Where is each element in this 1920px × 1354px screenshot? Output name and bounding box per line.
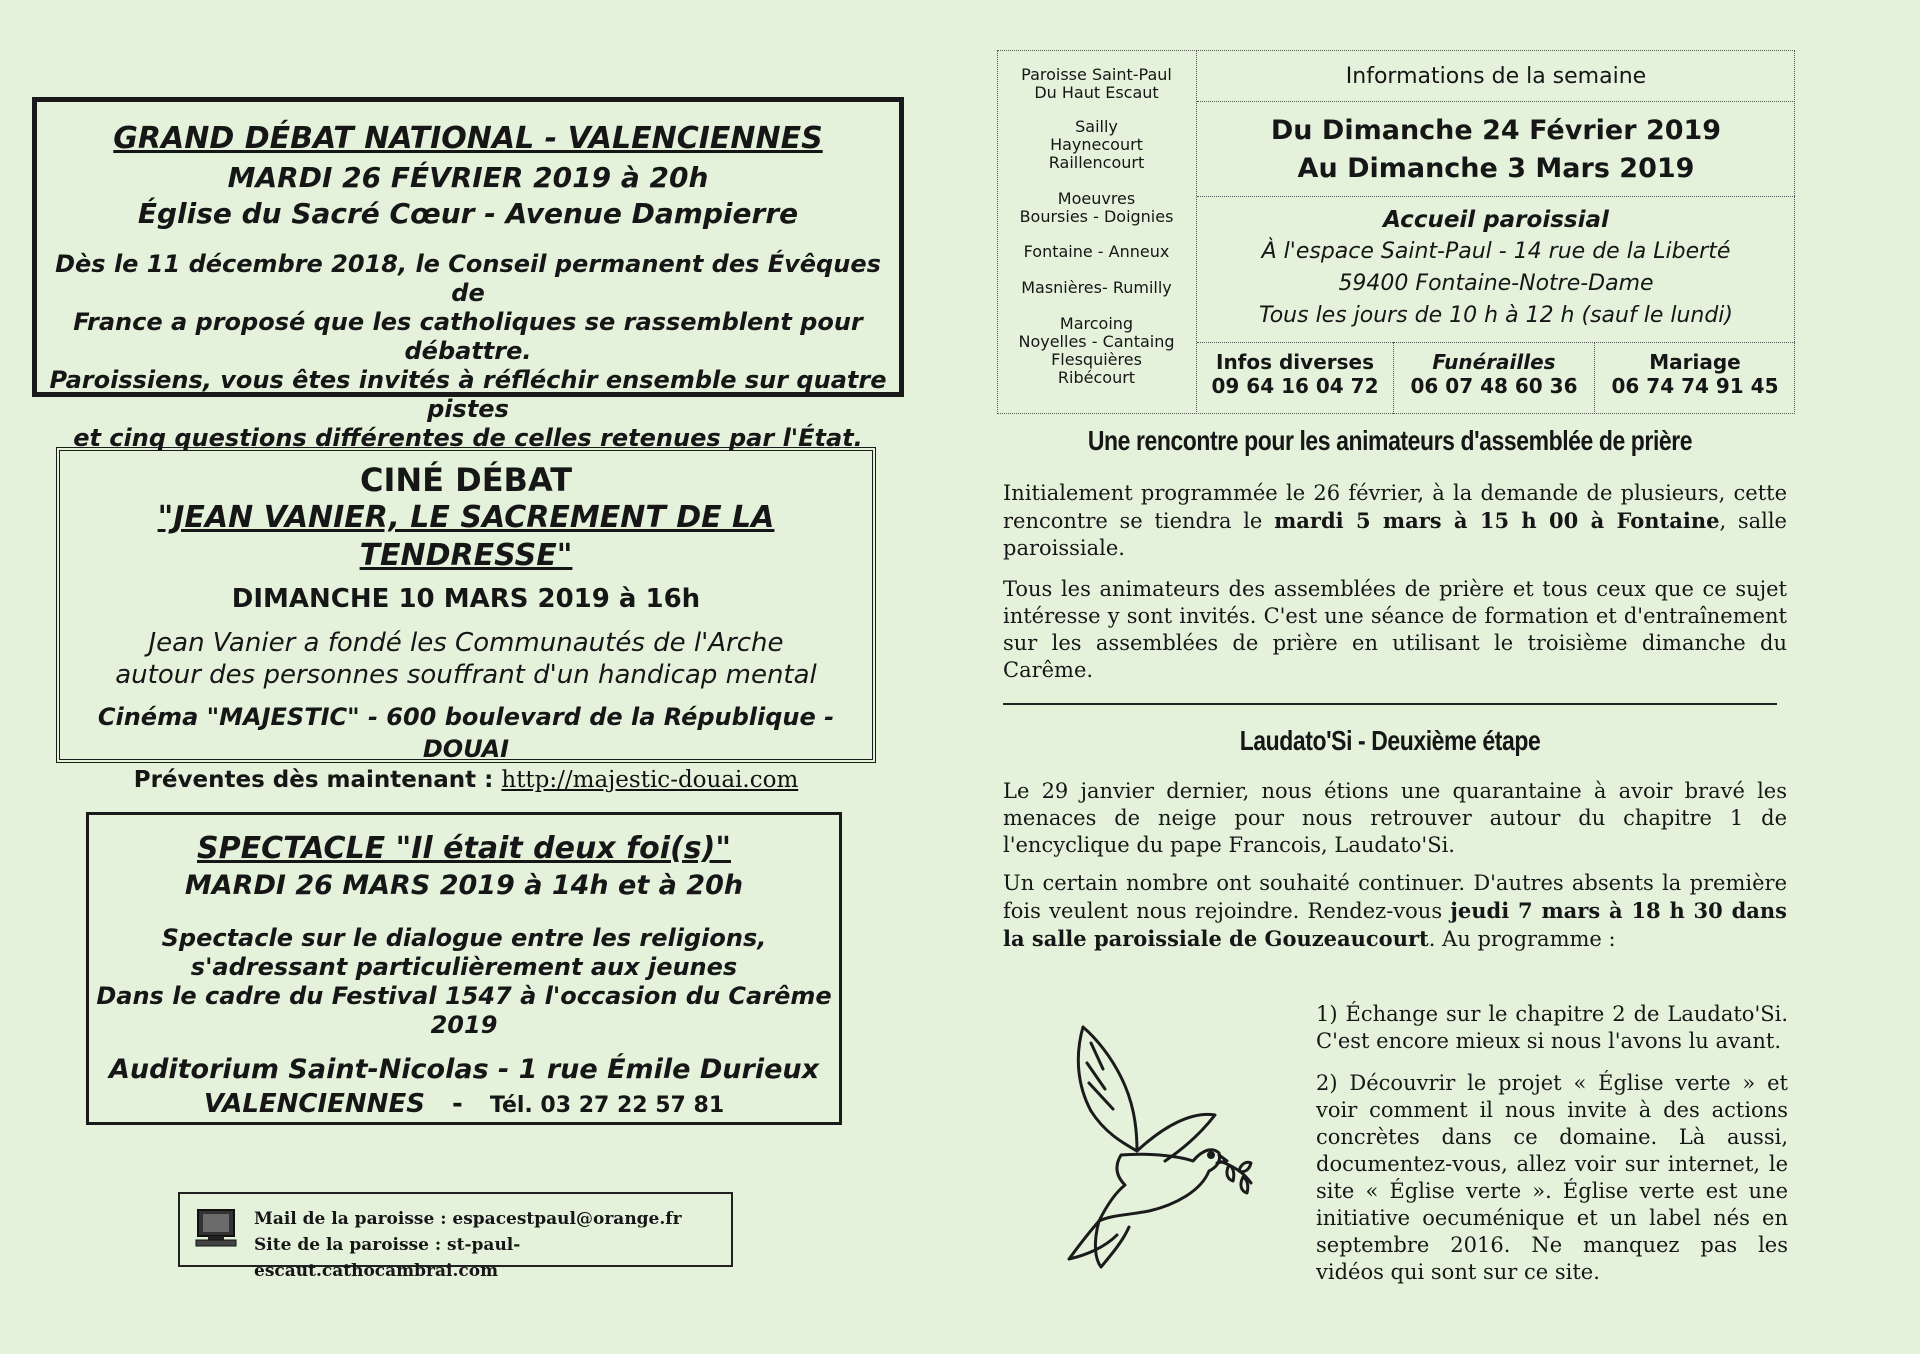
parish-site[interactable]: Site de la paroisse : st-paul-escaut.cathocambrai.com — [254, 1235, 521, 1281]
spectacle-venue: Auditorium Saint-Nicolas - 1 rue Émile Durieux — [108, 1054, 820, 1085]
table-divider — [1197, 101, 1795, 102]
contact-mariage — [1595, 350, 1795, 398]
grand-debat-text-line: France a proposé que les catholiques se rassemblent pour débattre. — [73, 308, 863, 365]
cine-debat-title: CINÉ DÉBAT — [359, 461, 573, 499]
contact-funerailles — [1394, 350, 1594, 398]
laudato-item-2: 2) Découvrir le projet « Église verte » et voir comment il nous invite à des actions concrètes dans ce domaine. Là aussi, documentez-vous, allez voir sur internet, le site « Église verte ». Église verte est une initiative oecuménique et un label nés en septembre 2016. Ne manquez pas les vidéos qui sont sur ce site. — [1316, 1071, 1788, 1284]
contact-label: Infos diverses — [1216, 350, 1374, 374]
spectacle-city: VALENCIENNES — [203, 1089, 425, 1119]
laudato-item-1: 1) Échange sur le chapitre 2 de Laudato'Si. C'est encore mieux si nous l'avons lu avant. — [1316, 1002, 1788, 1053]
cine-debat-box — [56, 447, 876, 793]
village-name: Ribécourt — [1057, 368, 1136, 387]
parish-column — [997, 50, 1197, 414]
section-divider — [1003, 703, 1777, 705]
spectacle-desc-line: Spectacle sur le dialogue entre les religions, — [161, 924, 767, 952]
cine-debat-desc-line: autour des personnes souffrant d'un handicap mental — [115, 660, 817, 690]
village-name: Raillencourt — [1048, 153, 1145, 172]
spectacle-dash: - — [452, 1089, 463, 1119]
grand-debat-text-line: Dès le 11 décembre 2018, le Conseil permanent des Évêques de — [55, 250, 881, 307]
laudato-p2-c: . Au programme : — [1428, 927, 1616, 951]
spectacle-phone: Tél. 03 27 22 57 81 — [489, 1093, 725, 1118]
spectacle-title: SPECTACLE "Il était deux foi(s)" — [197, 831, 731, 866]
spectacle-box — [86, 812, 842, 1125]
village-name: Sailly — [1075, 117, 1118, 136]
table-divider — [1197, 196, 1795, 197]
cine-debat-cinema: Cinéma "MAJESTIC" - 600 boulevard de la République - DOUAI — [97, 703, 835, 763]
spectacle-date: MARDI 26 MARS 2019 à 14h et à 20h — [184, 870, 744, 901]
contact-box — [178, 1192, 733, 1281]
laudato-p2 — [1003, 870, 1787, 953]
laudato-p2-a: Un certain nombre ont souhaité continuer. D'autres absents la première fois veulent nous rejoindre. Rendez-vous — [1003, 871, 1787, 923]
laudato-heading — [990, 725, 1790, 757]
dove-icon — [1025, 1015, 1255, 1270]
contact-infos — [1197, 350, 1393, 398]
contact-number: 06 74 74 91 45 — [1611, 374, 1779, 398]
spectacle-desc-line: s'adressant particulièrement aux jeunes — [190, 953, 738, 981]
spectacle-desc-line: Dans le cadre du Festival 1547 à l'occasion du Carême 2019 — [96, 982, 832, 1039]
village-name: Masnières- Rumilly — [1021, 278, 1172, 297]
village-name: Marcoing — [1059, 314, 1134, 333]
contact-label: Funérailles — [1432, 350, 1556, 374]
accueil-line: 59400 Fontaine-Notre-Dame — [1338, 271, 1654, 296]
accueil-line: Tous les jours de 10 h à 12 h (sauf le lundi) — [1258, 303, 1734, 328]
accueil — [1197, 204, 1795, 332]
contact-number: 09 64 16 04 72 — [1211, 374, 1379, 398]
week-line-2: Au Dimanche 3 Mars 2019 — [1297, 153, 1695, 184]
laudato-p1: Le 29 janvier dernier, nous étions une quarantaine à avoir bravé les menaces de neige pour nous retrouver autour du chapitre 1 de l'encyclique du pape Francois, Laudato'Si. — [1003, 779, 1787, 857]
rencontre-p1-a: Initialement programmée le 26 février, à la demande de plusieurs, cette rencontre se tiendra le — [1003, 481, 1787, 533]
accueil-line: À l'espace Saint-Paul - 14 rue de la Liberté — [1261, 239, 1731, 264]
village-name: Fontaine - Anneux — [1023, 242, 1170, 261]
cine-debat-desc-line: Jean Vanier a fondé les Communautés de l'Arche — [148, 628, 784, 658]
rencontre-title: Une rencontre pour les animateurs d'assemblée de prière — [1087, 425, 1693, 456]
grand-debat-date: MARDI 26 FÉVRIER 2019 à 20h — [227, 161, 709, 194]
info-title: Informations de la semaine — [1345, 64, 1647, 89]
contact-number: 06 07 48 60 36 — [1410, 374, 1578, 398]
grand-debat-title: GRAND DÉBAT NATIONAL - VALENCIENNES — [113, 121, 823, 156]
grand-debat-text-line: et cinq questions différentes de celles retenues par l'État. — [73, 424, 863, 452]
grand-debat-text-line: Paroissiens, vous êtes invités à réfléchir ensemble sur quatre pistes — [49, 366, 887, 423]
village-name: Moeuvres — [1057, 189, 1136, 208]
rencontre-p1-c: , salle paroissiale. — [1003, 509, 1787, 560]
parish-name-line: Du Haut Escaut — [1034, 83, 1159, 102]
majestic-link[interactable]: http://majestic-douai.com — [501, 767, 799, 793]
computer-icon — [194, 1208, 238, 1248]
cine-debat-presale-label: Préventes dès maintenant : — [133, 767, 494, 793]
grand-debat-place: Église du Sacré Cœur - Avenue Dampierre — [137, 197, 799, 230]
rencontre-heading — [990, 425, 1790, 457]
accueil-title: Accueil paroissial — [1383, 207, 1609, 233]
rencontre-p1 — [1003, 480, 1787, 562]
village-name: Noyelles - Cantaing — [1018, 332, 1175, 351]
cine-debat-film: "JEAN VANIER, LE SACREMENT DE LA TENDRESSE" — [157, 500, 775, 573]
laudato-p2-b: jeudi 7 mars à 18 h 30 dans la salle paroissiale de Gouzeaucourt — [1003, 898, 1787, 951]
laudato-title: Laudato'Si - Deuxième étape — [1239, 725, 1541, 756]
parish-mail[interactable]: Mail de la paroisse : espacestpaul@orange.fr — [254, 1209, 682, 1229]
rencontre-p1-b: mardi 5 mars à 15 h 00 à Fontaine — [1274, 508, 1720, 533]
village-name: Boursies - Doignies — [1019, 207, 1174, 226]
week-line-1: Du Dimanche 24 Février 2019 — [1270, 115, 1722, 146]
village-name: Flesquières — [1051, 350, 1142, 369]
cine-debat-date: DIMANCHE 10 MARS 2019 à 16h — [231, 584, 701, 614]
rencontre-p2: Tous les animateurs des assemblées de prière et tous ceux que ce sujet intéresse y sont invités. C'est une séance de formation et d'entraînement sur les assemblées de prière en utilisant le troisième dimanche du Carême. — [1003, 577, 1787, 682]
contact-label: Mariage — [1649, 350, 1741, 374]
parish-name-line: Paroisse Saint-Paul — [1021, 65, 1172, 84]
table-divider — [1197, 342, 1795, 343]
village-name: Haynecourt — [1050, 135, 1143, 154]
grand-debat-box — [32, 97, 904, 452]
week-dates — [1197, 112, 1795, 188]
